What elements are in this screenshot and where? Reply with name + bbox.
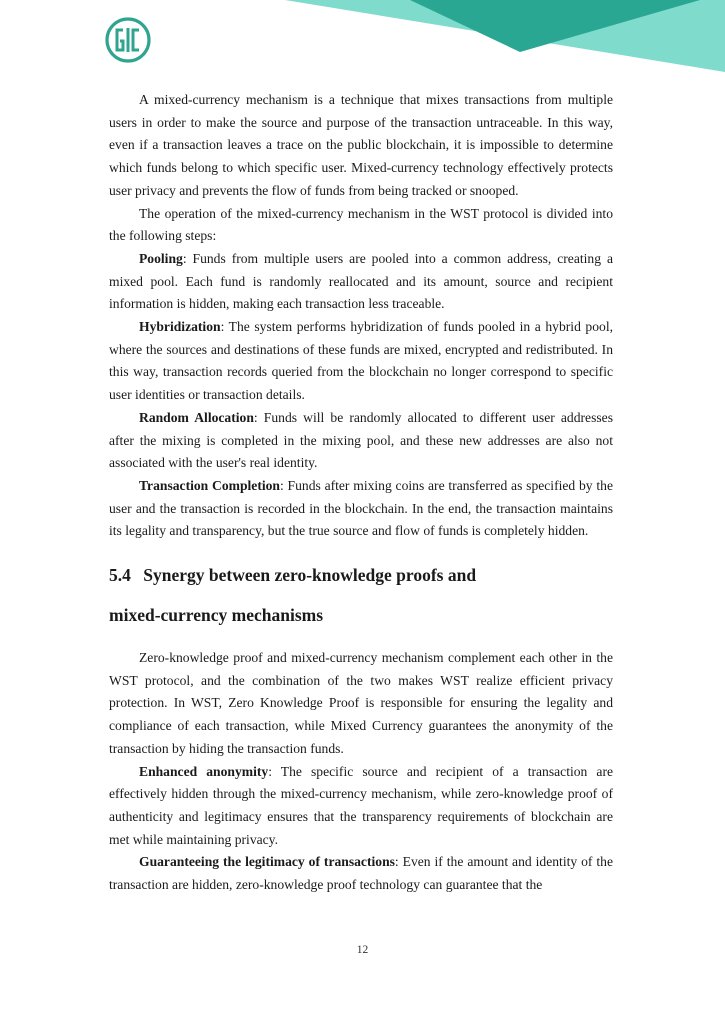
point-paragraph <box>109 761 613 852</box>
point-lead: Enhanced anonymity <box>139 763 269 779</box>
step-lead: Transaction Completion <box>139 477 280 493</box>
paragraph <box>109 203 613 248</box>
section-title-line2: mixed-currency mechanisms <box>109 605 324 626</box>
document-body <box>109 89 613 897</box>
section-title-line1: Synergy between zero-knowledge proofs and <box>143 565 477 586</box>
paragraph-text: Zero-knowledge proof and mixed-currency mechanism complement each other in the WST protocol, and the combination of the two makes WST realize efficient privacy protection. In WST, Zero Knowledge Proof is responsible for ensuring the legality and compliance of each transaction, while Mixed Currency guarantees the anonymity of the transaction by hiding the transaction funds. <box>109 650 613 756</box>
paragraph <box>109 89 613 203</box>
section-heading <box>109 543 613 647</box>
paragraph <box>109 647 613 761</box>
section-number: 5.4 <box>109 565 131 586</box>
point-text: : The specific source and recipient of a transaction are effectively hidden through the mixed-currency mechanism, while zero-knowledge proof of authenticity and legitimacy ensures that the transparency requirements of blockchain are met while maintaining privacy. <box>109 763 613 847</box>
paragraph-text: A mixed-currency mechanism is a technique that mixes transactions from multiple users in order to make the source and purpose of the transaction untraceable. In this way, even if a transaction leaves a trace on the public blockchain, it is impossible to determine which funds belong to which specific user. Mixed-currency technology effectively protects user privacy and prevents the flow of funds from being tracked or snooped. <box>109 92 613 198</box>
point-text: : Even if the amount and identity of the transaction are hidden, zero-knowledge proof technology can guarantee that the <box>109 854 613 893</box>
point-paragraph <box>109 851 613 896</box>
step-paragraph <box>109 475 613 543</box>
gtc-logo-icon <box>104 16 152 64</box>
step-text: : Funds after mixing coins are transferred as specified by the user and the transaction is recorded in the blockchain. In the end, the transaction maintains its legality and transparency, but the true source and flow of funds is completely hidden. <box>109 477 613 539</box>
step-lead: Random Allocation <box>139 409 254 425</box>
step-text: : Funds from multiple users are pooled into a common address, creating a mixed pool. Each fund is randomly reallocated and its amount, source and recipient information is hidden, making each transaction less traceable. <box>109 250 613 312</box>
step-lead: Hybridization <box>139 319 221 335</box>
point-lead: Guaranteeing the legitimacy of transactions <box>139 854 395 870</box>
step-text: : The system performs hybridization of funds pooled in a hybrid pool, where the sources and destinations of these funds are mixed, encrypted and redistributed. In this way, transaction records queried from the blockchain no longer correspond to specific user identities or transaction details. <box>109 319 613 403</box>
step-lead: Pooling <box>139 250 183 266</box>
step-paragraph <box>109 248 613 316</box>
step-paragraph <box>109 316 613 407</box>
page-number: 12 <box>356 944 369 956</box>
step-text: : Funds will be randomly allocated to different user addresses after the mixing is completed in the mixing pool, and these new addresses are also not associated with the user's real identity. <box>109 409 613 471</box>
step-paragraph <box>109 407 613 475</box>
paragraph-text: The operation of the mixed-currency mechanism in the WST protocol is divided into the following steps: <box>109 205 613 244</box>
